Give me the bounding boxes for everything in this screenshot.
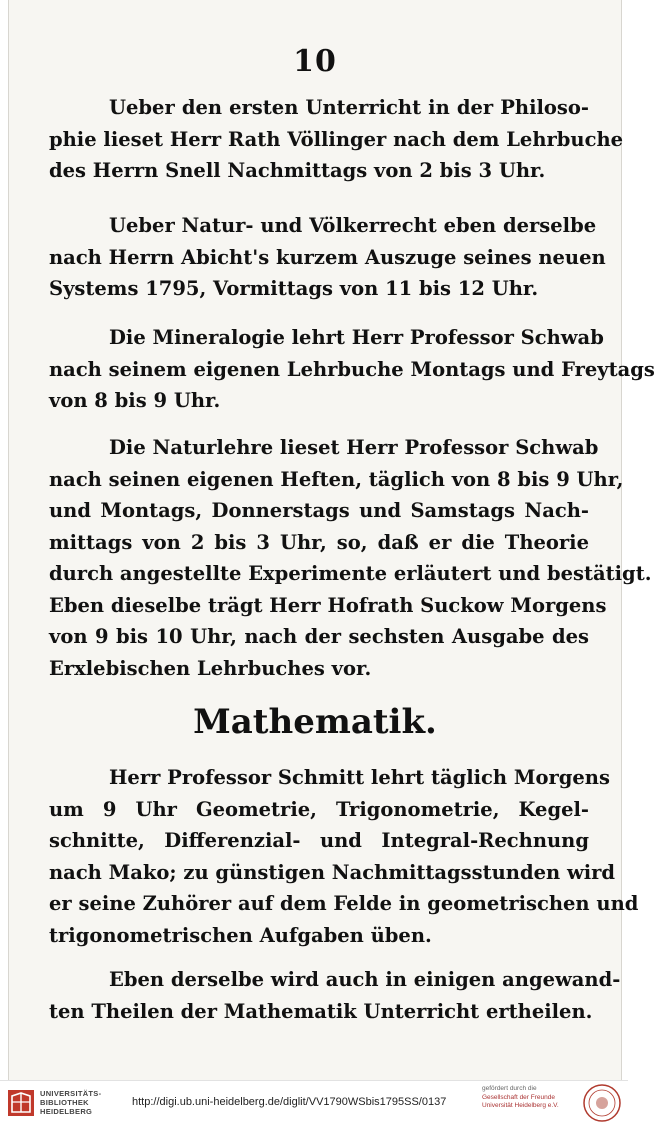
text-line: nach Mako; zu günstigen Nachmittagsstunden wird — [49, 860, 616, 884]
sponsor-name: Gesellschaft der Freunde Universität Heidelberg e.V. — [482, 1094, 559, 1109]
text-line: ten Theilen der Mathematik Unterricht ertheilen. — [49, 999, 593, 1023]
scanned-page — [8, 0, 655, 1080]
paragraph-philosophy — [49, 92, 624, 187]
text-line: er seine Zuhörer auf dem Felde in geometrischen und — [49, 892, 639, 915]
text-line: von 9 bis 10 Uhr, nach der sechsten Ausgabe des — [49, 625, 589, 648]
paragraph-mathematics — [49, 762, 639, 951]
text-line: Ueber den ersten Unterricht in der Philoso- — [109, 96, 589, 119]
text-line: durch angestellte Experimente erläutert und bestätigt. — [49, 562, 652, 585]
university-seal-icon — [582, 1083, 622, 1123]
text-line: nach seinem eigenen Lehrbuche Montags und Freytags — [49, 357, 655, 381]
viewer-footer — [0, 1080, 628, 1125]
text-line: des Herrn Snell Nachmittags von 2 bis 3 Uhr. — [49, 159, 546, 182]
text-line: Eben dieselbe trägt Herr Hofrath Suckow Morgens — [49, 593, 607, 617]
text-line: Die Mineralogie lehrt Herr Professor Schwab — [109, 326, 604, 349]
text-line: um 9 Uhr Geometrie, Trigonometrie, Kegel- — [49, 797, 589, 821]
text-line: Eben derselbe wird auch in einigen angewand- — [109, 968, 621, 991]
paragraph-mineralogy — [49, 322, 655, 417]
paragraph-natural-law — [49, 210, 606, 305]
text-line: Ueber Natur- und Völkerrecht eben derselbe — [109, 214, 597, 237]
text-line: von 8 bis 9 Uhr. — [49, 389, 221, 412]
text-line: Systems 1795, Vormittags von 11 bis 12 Uhr. — [49, 277, 539, 300]
sponsor-label: gefördert durch die — [482, 1085, 537, 1092]
university-library-logo-icon — [6, 1087, 36, 1119]
text-line: schnitte, Differenzial- und Integral-Rechnung — [49, 829, 589, 852]
library-name: UNIVERSITÄTS- BIBLIOTHEK HEIDELBERG — [40, 1089, 102, 1116]
text-line: und Montags, Donnerstags und Samstags Nach- — [49, 499, 589, 522]
text-line: Erxlebischen Lehrbuches vor. — [49, 656, 372, 680]
paragraph-applied-mathematics — [49, 964, 621, 1027]
text-line: trigonometrischen Aufgaben üben. — [49, 923, 432, 947]
text-line: Herr Professor Schmitt lehrt täglich Morgens — [109, 766, 610, 789]
paragraph-physics — [49, 432, 652, 684]
text-line: phie lieset Herr Rath Völlinger nach dem Lehrbuche — [49, 127, 624, 151]
text-line: nach Herrn Abicht's kurzem Auszuge seines neuen — [49, 245, 606, 269]
permalink-url[interactable]: http://digi.ub.uni-heidelberg.de/diglit/VV1790WSbis1795SS/0137 — [132, 1096, 447, 1108]
section-heading-mathematics: Mathematik. — [193, 702, 437, 742]
text-line: mittags von 2 bis 3 Uhr, so, daß er die Theorie — [49, 530, 589, 554]
text-line: nach seinen eigenen Heften, täglich von 8 bis 9 Uhr, — [49, 467, 624, 491]
text-line: Die Naturlehre lieset Herr Professor Schwab — [109, 436, 599, 459]
page-number: 10 — [293, 44, 337, 79]
